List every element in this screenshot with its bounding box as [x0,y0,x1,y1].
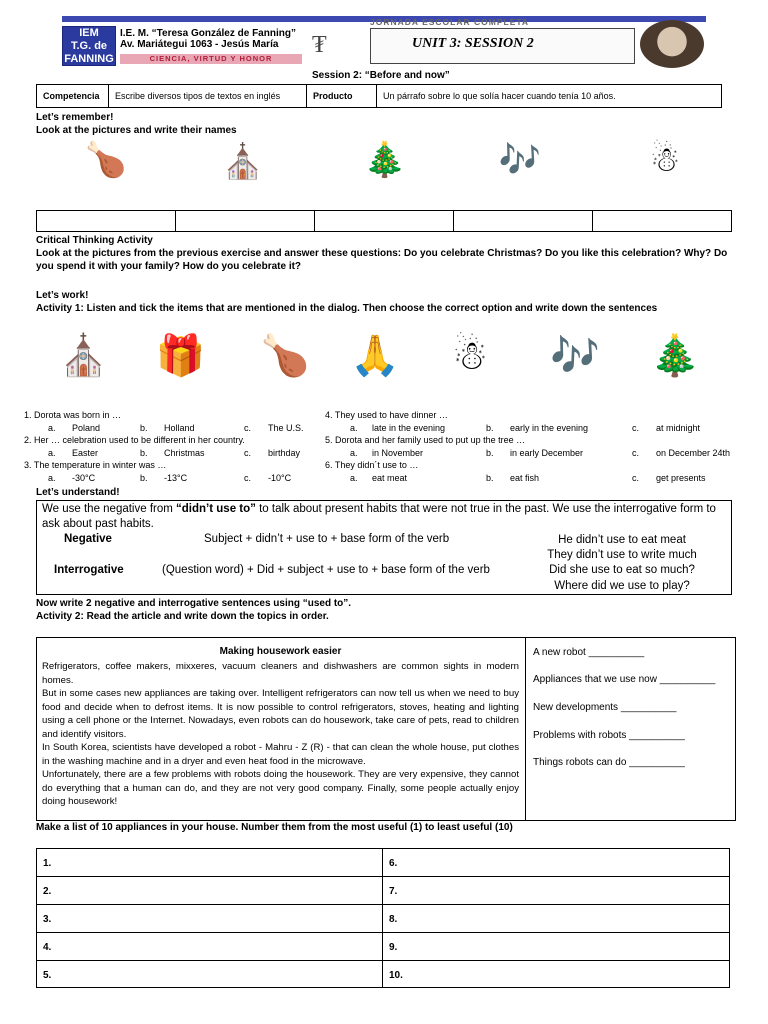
school-name: I.E. M. “Teresa González de Fanning” [120,28,296,39]
option[interactable]: eat fish [510,473,540,483]
list-number: 4. [43,942,52,953]
option-letter: a. [48,423,56,433]
article-body: Refrigerators, coffee makers, mixxeres, vacuum cleaners and dishwashers are common sights in modern homes. But in some cases new appliances are taking over. Intelligent refrigerators can now tell us when we need to buy food and decide when to defrost items. It is now possible to control refrigerators, stoves, heating and lighting using a cell phone or the Internet. Nowadays, even robots can do housework, take care of pets, read to children and identify visitors. In South Korea, scientists have developed a robot - Mahru - Z (R) - that can clean the whole house, put clothes in the washing machine and in a dryer and even heat food in the microwave. Unfortunately, there are a few problems with robots doing the housework. They are very expensive, they cannot do everything that a human can do, and they are not very good company. Finally, some people actually enjoy doing housework! [42,661,519,807]
option-letter: b. [140,448,148,458]
carolers-icon: 🎶 [498,141,542,179]
option[interactable]: late in the evening [372,423,446,433]
unit-title: UNIT 3: SESSION 2 [412,36,534,51]
school-address: Av. Mariátegui 1063 - Jesús María [120,39,279,50]
question-1: 1. Dorota was born in … [24,410,122,420]
church-icon: ⛪ [58,334,109,378]
grammar-examples [522,533,722,594]
grammar-intro-bold: “didn’t use to” [176,503,256,515]
option[interactable]: eat meat [372,473,408,483]
option-letter: a. [350,473,358,483]
session-title: Session 2: “Before and now” [312,70,450,81]
question-3: 3. The temperature in winter was … [24,460,167,470]
activity2-instruction: Activity 2: Read the article and write down the topics in order. [36,611,329,622]
option[interactable]: in early December [510,448,584,458]
negative-formula: Subject + didn’t + use to + base form of the verb [204,533,450,545]
option[interactable]: -10°C [268,473,292,483]
christmas-tree-icon: 🎄 [650,334,700,378]
school-info [120,28,296,50]
portrait-image [640,20,704,68]
list-column-divider [382,848,383,988]
example-3: Did she use to eat so much? [549,564,695,577]
topic-4: Problems with robots __________ [533,730,685,741]
gift-icon: 🎁 [155,334,206,378]
christmas-tree-icon: 🎄 [363,141,407,179]
option-letter: b. [486,448,494,458]
option-letter: c. [244,473,252,483]
option[interactable]: in November [372,448,424,458]
option[interactable]: Poland [72,423,101,433]
work-title: Let’s work! [36,290,89,301]
list-row[interactable] [37,933,729,961]
remember-title: Let’s remember! [36,112,114,123]
school-logo: IEM T.G. de FANNING [62,26,116,66]
list-row[interactable] [37,905,729,933]
option-letter: c. [632,423,640,433]
list-number: 3. [43,914,52,925]
question-5: 5. Dorota and her family used to put up the tree … [325,435,526,445]
list-number: 10. [389,970,403,981]
option[interactable]: Christmas [164,448,205,458]
question-6: 6. They didn´t use to … [325,460,419,470]
appliance-list-table [36,848,730,988]
critical-title: Critical Thinking Activity [36,235,153,246]
article-divider [525,637,526,821]
option[interactable]: The U.S. [268,423,304,433]
grammar-intro-pre: We use the negative from [42,503,177,515]
option[interactable]: -30°C [72,473,96,483]
write2-instruction: Now write 2 negative and interrogative sentences using “used to”. [36,598,352,609]
example-1: He didn’t use to eat meat [558,534,686,546]
option[interactable]: -13°C [164,473,188,483]
critical-thinking [36,234,732,273]
competencia-table [36,84,722,108]
grammar-intro-post: to talk about present habits that were not true in the past. We use the interrogative form to ask about past habits. [42,503,716,530]
snowman-icon: ☃ [452,334,488,378]
understand-title: Let’s understand! [36,487,120,498]
church-icon: ⛪ [221,143,265,181]
interrogative-formula: (Question word) + Did + subject + use to + base form of the verb [162,564,490,576]
turkey-icon: 🍗 [260,334,310,378]
list-row[interactable] [37,961,729,989]
option-letter: a. [350,423,358,433]
list-row[interactable] [37,849,729,877]
producto-value: Un párrafo sobre lo que solía hacer cuando tenía 10 años. [383,91,616,101]
option[interactable]: on December 24th [656,448,731,458]
option[interactable]: early in the evening [510,423,589,433]
answer-cell[interactable] [176,211,315,231]
option[interactable]: at midnight [656,423,701,433]
negative-label: Negative [64,533,112,545]
option-letter: c. [632,473,640,483]
list-number: 6. [389,858,398,869]
answer-cell[interactable] [37,211,176,231]
option-letter: b. [486,423,494,433]
jornada-label: JORNADA ESCOLAR COMPLETA [370,17,530,27]
option-letter: c. [244,448,252,458]
list-number: 1. [43,858,52,869]
critical-text: Look at the pictures from the previous exercise and answer these questions: Do you celebrate Christmas? Do you like this celebration? Why? Do you spend it with your family? How do you celebrate it? [36,248,728,272]
example-4: Where did we use to play? [554,579,690,592]
option-letter: a. [48,448,56,458]
list-number: 9. [389,942,398,953]
option-letter: b. [140,473,148,483]
option[interactable]: Holland [164,423,195,433]
school-motto: CIENCIA, VIRTUD Y HONOR [120,54,302,64]
article-title: Making housework easier [219,646,342,657]
list-number: 5. [43,970,52,981]
list-instruction: Make a list of 10 appliances in your house. Number them from the most useful (1) to least useful (10) [36,822,513,833]
topic-1: A new robot __________ [533,647,645,658]
option[interactable]: get presents [656,473,706,483]
interrogative-label: Interrogative [54,564,124,576]
grammar-intro [42,502,726,531]
answer-cell[interactable] [593,211,731,231]
option-letter: c. [632,448,640,458]
list-number: 2. [43,886,52,897]
list-number: 8. [389,914,398,925]
question-4: 4. They used to have dinner … [325,410,448,420]
example-2: They didn’t use to write much [547,549,697,562]
option-letter: b. [486,473,494,483]
turkey-icon: 🍗 [84,141,128,179]
competencia-value: Escribe diversos tipos de textos en inglés [109,85,307,107]
nativity-icon: 🙏 [350,334,400,378]
question-2: 2. Her … celebration used to be different in her country. [24,435,245,445]
topic-3: New developments __________ [533,702,677,713]
answer-cell[interactable] [454,211,593,231]
remember-instruction: Look at the pictures and write their names [36,125,237,136]
emblem-icon: ₮ [312,30,327,58]
activity1-instruction: Activity 1: Listen and tick the items that are mentioned in the dialog. Then choose the correct option and write down the sentences [36,303,658,314]
option-letter: c. [244,423,252,433]
list-number: 7. [389,886,398,897]
option-letter: a. [48,473,56,483]
topic-2: Appliances that we use now __________ [533,674,716,685]
option[interactable]: birthday [268,448,301,458]
list-row[interactable] [37,877,729,905]
topic-5: Things robots can do __________ [533,757,685,768]
competencia-label: Competencia [37,85,109,107]
option-letter: b. [140,423,148,433]
option-letter: a. [350,448,358,458]
option[interactable]: Easter [72,448,99,458]
snowman-icon: ☃ [649,141,681,179]
carolers-icon: 🎶 [550,334,600,378]
names-answer-table [36,210,732,232]
answer-cell[interactable] [315,211,454,231]
producto-label: Producto [307,85,377,107]
